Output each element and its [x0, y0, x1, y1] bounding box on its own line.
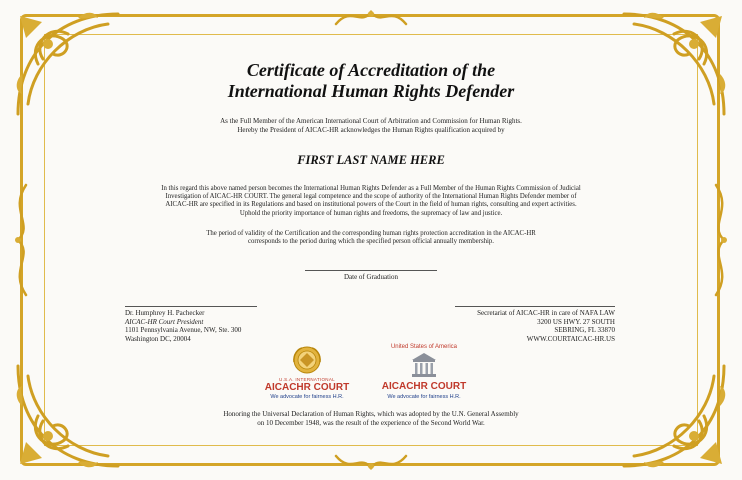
- validity-line-2: corresponds to the period during which the specified person official annually membership.: [247, 238, 494, 246]
- footer-text: [150, 410, 592, 427]
- validity-line-1: The period of validity of the Certification and the corresponding human rights protection accreditation in the AICAC-HR: [206, 230, 536, 237]
- laurel-medal-icon: [290, 344, 324, 378]
- left-signatory-name: Dr. Humphrey H. Pachecker: [125, 309, 205, 317]
- left-signatory-address-1: 1101 Pennsylvania Avenue, NW, Ste. 300: [125, 326, 242, 335]
- validity-text: [150, 230, 592, 246]
- footer-line-1: Honoring the Universal Declaration of Human Rights, which was adopted by the U.N. General Assembly: [223, 410, 519, 418]
- side-ornament-icon: [698, 180, 738, 300]
- title-line-1: Certificate of Accreditation of the: [246, 60, 496, 80]
- recipient-name: FIRST LAST NAME HERE: [297, 153, 445, 167]
- left-logo-org: U.S.A. INTERNATIONAL: [279, 377, 335, 382]
- left-signatory-role: AICAC-HR Court President: [125, 317, 204, 326]
- footer-line-2: on 10 December 1948, was the result of the experience of the Second World War.: [257, 418, 485, 427]
- corner-ornament-icon: [614, 356, 734, 476]
- left-logo-tagline: We advocate for fairness H.R.: [270, 394, 344, 400]
- corner-ornament-icon: [8, 356, 128, 476]
- right-signatory-block: [420, 309, 615, 343]
- right-logo-country: United States of America: [390, 344, 458, 350]
- right-signatory-line-1: Secretariat of AICAC-HR in care of NAFA LAW: [477, 309, 615, 317]
- intro-line-1: As the Full Member of the American International Court of Arbitration and Commission for Human Rights.: [220, 117, 522, 125]
- body-line-2: Investigation of AICAC-HR COURT. The general legal competence and the scope of authority of the International Human Rights Defender member of: [165, 193, 577, 201]
- side-ornament-icon: [4, 180, 44, 300]
- body-text: [100, 185, 642, 218]
- body-line-1: In this regard this above named person becomes the International Human Rights Defender as a Full Member of the Human Rights Commission of Judicial: [161, 185, 581, 192]
- courthouse-icon: [410, 352, 438, 378]
- right-logo-brand: AICACHR COURT: [381, 381, 467, 392]
- left-signatory-address-2: Washington DC, 20004: [125, 334, 191, 343]
- intro-text: [150, 117, 592, 134]
- corner-ornament-icon: [614, 4, 734, 124]
- right-signature-line: [455, 306, 615, 307]
- certificate-title: [120, 60, 622, 102]
- right-court-logo: [378, 344, 470, 404]
- right-signatory-line-4: WWW.COURTAICAC-HR.US: [526, 334, 615, 343]
- right-signatory-line-3: SEBRING, FL 33870: [554, 326, 615, 335]
- body-line-3: AICAC-HR are specified in its Regulations and based on institutional powers of the Court in the field of human rights, consulting and expert activities.: [165, 201, 577, 209]
- corner-ornament-icon: [8, 4, 128, 124]
- left-court-logo: [262, 344, 352, 404]
- left-signature-line: [125, 306, 257, 307]
- left-signatory-block: [125, 309, 325, 343]
- intro-line-2: Hereby the President of AICAC-HR acknowledges the Human Rights qualification acquired by: [237, 125, 505, 134]
- graduation-date-label: Date of Graduation: [343, 273, 399, 281]
- right-logo-tagline: We advocate for fairness H.R.: [387, 394, 461, 400]
- title-line-2: International Human Rights Defender: [227, 81, 515, 101]
- body-line-4: Uphold the priority importance of human rights and freedoms, the supremacy of law and justice.: [239, 209, 503, 217]
- right-signatory-line-2: 3200 US HWY. 27 SOUTH: [537, 317, 615, 326]
- top-center-ornament-icon: [331, 2, 411, 32]
- bottom-center-ornament-icon: [331, 448, 411, 478]
- graduation-signature-line: [305, 270, 437, 271]
- left-logo-brand: AICACHR COURT: [264, 382, 350, 393]
